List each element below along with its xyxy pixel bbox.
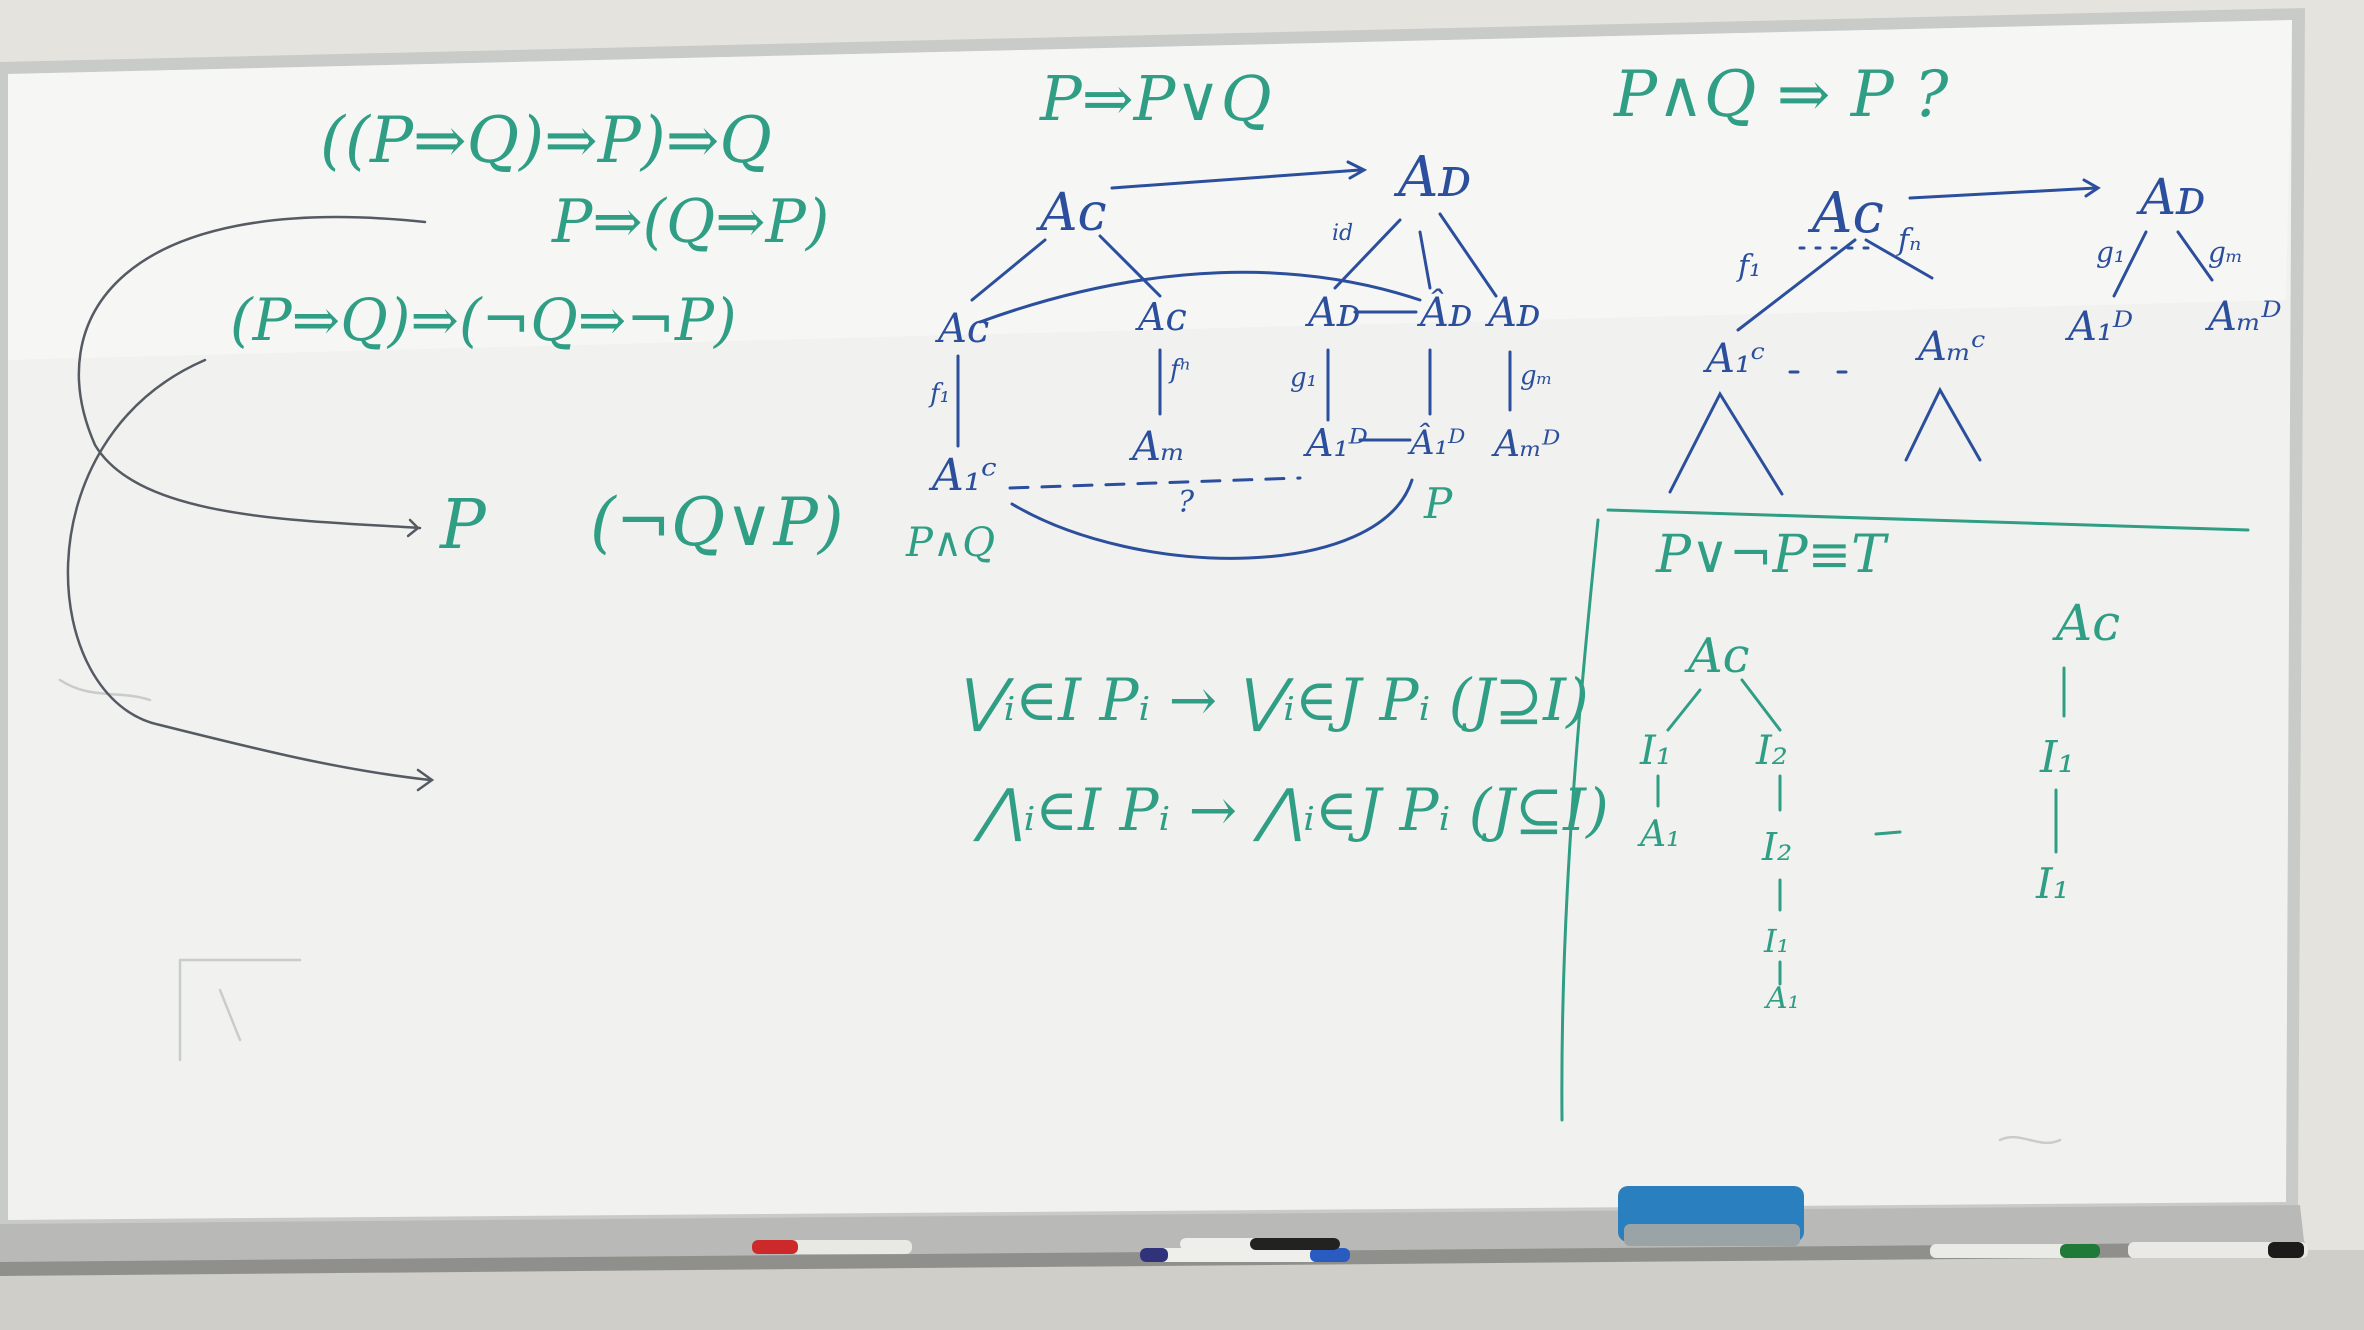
marker-white: [1140, 1248, 1350, 1262]
label-fn: fⁿ: [1170, 355, 1191, 385]
node-lem-a1b: A₁: [1766, 981, 1800, 1016]
node-a1d-hat: Â₁ᴰ: [1410, 423, 1466, 463]
formula-big-and: ⋀ᵢ∈I Pᵢ → ⋀ᵢ∈J Pᵢ (J⊆I): [976, 776, 1609, 844]
label-g1: g₁: [1290, 363, 1318, 393]
dash-mid: [1876, 832, 1900, 834]
label-right-f1: f₁: [1738, 249, 1762, 284]
formula-contrapositive: (P⇒Q)⇒(¬Q⇒¬P): [230, 286, 737, 354]
node-lem-i1: I₁: [1640, 728, 1672, 774]
node-amc: Aₘ: [1132, 424, 1186, 470]
label-p-bottom: P: [1424, 479, 1453, 528]
node-lem-ac: Aᴄ: [1688, 628, 1750, 684]
node-amd: Aₘᴰ: [1494, 424, 1561, 465]
node-ad-hat: Âᴅ: [1420, 290, 1473, 336]
formula-big-or: ⋁ᵢ∈I Pᵢ → ⋁ᵢ∈J Pᵢ (J⊇I): [956, 666, 1589, 734]
node-right-a1c: A₁ᶜ: [1706, 336, 1766, 382]
node-lem-a1: A₁: [1640, 814, 1681, 855]
node-ad-top: Aᴅ: [1398, 145, 1472, 210]
marker-black: [1180, 1238, 1340, 1250]
node-right-ad: Aᴅ: [2140, 168, 2206, 226]
node-lem-i2b: I₂: [1762, 825, 1793, 869]
formula-not-q-or-p: (¬Q∨P): [590, 484, 844, 561]
label-f1: f₁: [930, 379, 951, 409]
formula-p: P: [440, 486, 486, 565]
node-lem-i2: I₂: [1756, 728, 1788, 774]
label-id: id: [1332, 221, 1354, 246]
label-right-gm: gₘ: [2208, 236, 2244, 269]
node-right-amc: Aₘᶜ: [1918, 324, 1986, 370]
label-right-g1: g₁: [2096, 236, 2126, 269]
marker-green: [1930, 1244, 2100, 1258]
marker-red: [752, 1240, 912, 1254]
node-a1d: A₁ᴰ: [1306, 421, 1368, 465]
title-lem: P∨¬P≡T: [1656, 525, 1886, 585]
title-p-implies-p-or-q: P⇒P∨Q: [1040, 62, 1272, 135]
label-right-fn: fₙ: [1898, 223, 1922, 258]
node-ac-mid: Aᴄ: [1138, 295, 1187, 339]
node-right-i1-low: I₁: [2036, 859, 2070, 908]
node-right-ac: Aᴄ: [1812, 181, 1884, 246]
node-lem-i1b: I₁: [1764, 922, 1790, 960]
node-right-amd: Aₘᴰ: [2208, 294, 2282, 340]
title-p-and-q-implies-p: P∧Q ⇒ P ?: [1614, 58, 1949, 132]
question-mark-middle: ?: [1178, 485, 1195, 520]
node-right-ac-col: Aᴄ: [2056, 594, 2121, 652]
node-a1c: A₁ᶜ: [932, 450, 997, 501]
marker-black-right: [2128, 1242, 2308, 1258]
node-right-a1d: A₁ᴰ: [2068, 304, 2134, 350]
node-ac-left: Aᴄ: [938, 306, 990, 352]
formula-peirce: ((P⇒Q)⇒P)⇒Q: [320, 104, 772, 178]
node-ac-top: Aᴄ: [1040, 183, 1107, 243]
node-right-i1-col: I₁: [2040, 732, 2076, 783]
node-ad-right: Aᴅ: [1488, 290, 1541, 336]
formula-weakening: P⇒(Q⇒P): [552, 187, 830, 257]
node-ad-mid: Aᴅ: [1308, 290, 1361, 336]
label-p-and-q: P∧Q: [906, 520, 995, 566]
eraser: [1618, 1186, 1804, 1246]
label-gm: gₘ: [1520, 361, 1553, 391]
